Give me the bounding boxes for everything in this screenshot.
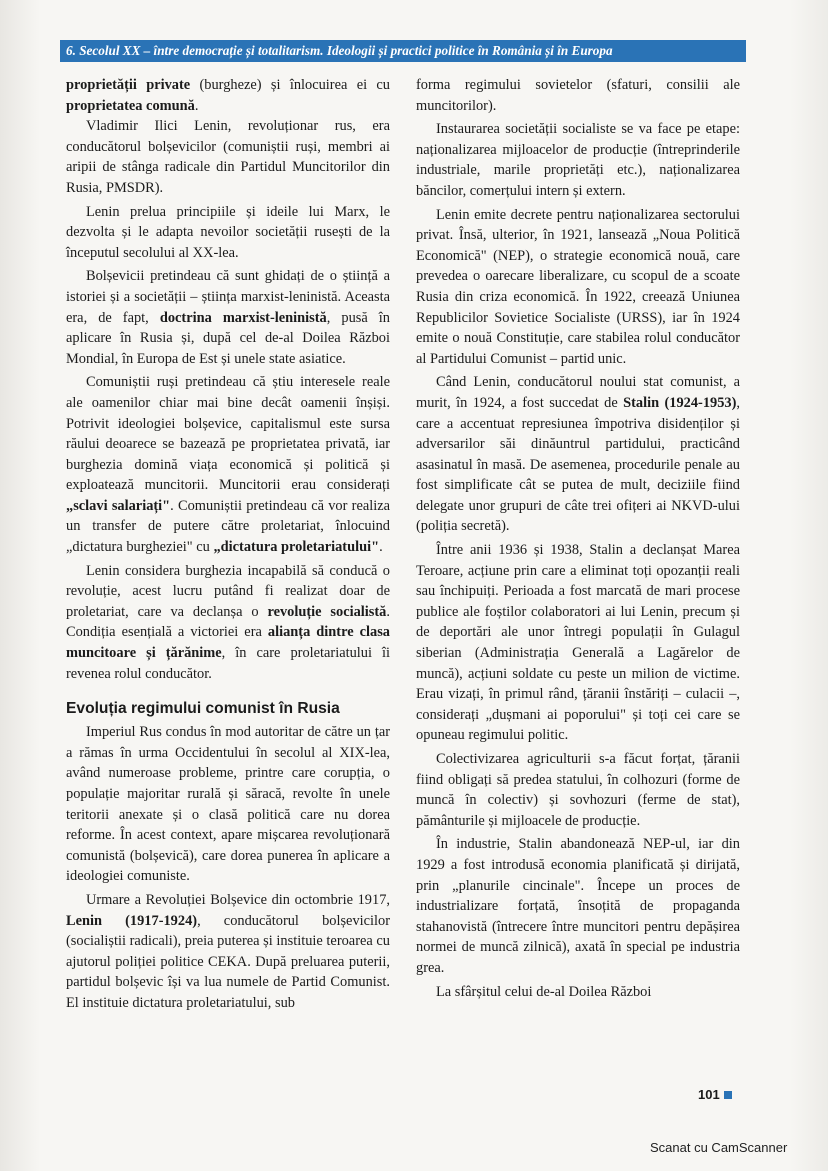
square-icon bbox=[724, 1091, 732, 1099]
scanner-watermark: Scanat cu CamScanner bbox=[650, 1140, 788, 1155]
bold-term: alianța dintre clasa muncitoare și țărănime bbox=[66, 624, 390, 662]
text: . Comuniștii pretindeau că vor realiza un transfer de putere către proletariat, înlocuind „dictatura burgheziei" cu bbox=[66, 497, 390, 556]
bold-term: „sclavi salariați" bbox=[66, 497, 171, 514]
text: . bbox=[194, 97, 199, 114]
text: , conducătorul bolșevicilor (socialiștii radicali), preia puterea și instituie teroarea cu ajutorul poliției politice CEKA. După preluarea puterii, partidul bolșevic își va lua numele de Partid Comunist. El instituie dictatura proletariatului, sub bbox=[66, 912, 391, 1011]
right-column bbox=[416, 75, 740, 1002]
paragraph bbox=[416, 372, 740, 537]
bold-term: Stalin (1924-1953) bbox=[623, 394, 737, 411]
text: Lenin considera burghezia incapabilă să conducă o revoluție, acest lucru putând fi realizat doar de proletariat, care va declanșa o bbox=[66, 562, 390, 620]
text: , în care proletariatului îi revenea rolul conducător. bbox=[66, 645, 390, 682]
paragraph bbox=[66, 372, 390, 557]
bold-term: Lenin (1917-1924) bbox=[66, 912, 198, 929]
bold-term: „dictatura proletariatului" bbox=[213, 539, 380, 556]
page-number bbox=[698, 1087, 732, 1102]
paragraph bbox=[66, 890, 390, 1014]
paragraph bbox=[66, 266, 390, 369]
page-number-text: 101 bbox=[698, 1087, 720, 1102]
left-column bbox=[66, 75, 390, 1014]
paragraph: La sfârșitul celui de-al Doilea Război bbox=[436, 983, 652, 1000]
paragraph: Între anii 1936 și 1938, Stalin a declanșat Marea Teroare, acțiune prin care a eliminat toți opozanții reali sau închipuiți. Perioada a fost marcată de mari procese publice ale foștilor colaboratori ai lui Lenin, precum și de deportări ale unor întregi populații în Gulagul siberian (Administrația Generală a Lagărelor de muncă), acțiuni soldate cu peste un milion de victime. Erau vizați, în primul rând, țăranii înstăriți – culacii –, considerați „dușmani ai poporului" și toți cei care se opuneau regimului politic. bbox=[416, 542, 740, 744]
text: . Condiția esențială a victoriei era bbox=[66, 603, 390, 641]
paragraph: Colectivizarea agriculturii s-a făcut forțat, țăranii fiind obligați să predea statului, în colhozuri (forme de muncă în colectiv) și sovhozuri (ferme de stat), pământurile și mijloacele de producție. bbox=[416, 751, 740, 829]
text: , pusă în aplicare în Rusia și, după cel de-al Doilea Război Mondial, în Europa de Est și unele state asiatice. bbox=[66, 309, 390, 367]
text: Comuniștii ruși pretindeau că știu interesele reale ale oamenilor chiar mai bine decât oamenii înșiși. Potrivit ideologiei bolșevice, capitalismul este sursa răului deoarece se bazează pe proprietatea privată, iar burghezia domină viața economică și politică și exploatează muncitorii. Muncitorii erau considerați bbox=[66, 374, 390, 494]
paragraph: Instaurarea societății socialiste se va face pe etape: naționalizarea mijloacelor de producție (întreprinderile industriale, marile proprietăți etc.), naționalizarea băncilor, comerțului intern și extern. bbox=[416, 121, 740, 199]
bold-term: revoluție socialistă bbox=[267, 603, 387, 620]
text: (burgheze) și înlocuirea ei cu bbox=[190, 77, 390, 93]
text: Bolșevicii pretindeau că sunt ghidați de o știință a istoriei și a societății – știința marxist-leninistă. Aceasta era, de fapt, bbox=[66, 268, 390, 326]
text: Urmare a Revoluției Bolșevice din octombrie 1917, bbox=[86, 891, 390, 908]
section-title: Evoluția regimului comunist în Rusia bbox=[66, 700, 340, 718]
paragraph: Vladimir Ilici Lenin, revoluționar rus, era conducătorul bolșevicilor (comuniștii ruși, membri ai aripii de stânga radicale din Partidul Muncitorilor din Rusia, PMSDR). bbox=[66, 118, 390, 196]
paragraph: Lenin prelua principiile și ideile lui Marx, le dezvolta și le adapta nevoilor societății rusești de la începutul secolului al XX-lea. bbox=[66, 203, 390, 261]
chapter-header: 6. Secolul XX – între democrație și totalitarism. Ideologii și practici politice în România și în Europa bbox=[60, 40, 746, 62]
bold-term: proprietății private bbox=[66, 77, 191, 93]
bold-term: doctrina marxist-leninistă bbox=[159, 309, 327, 326]
text: , care a accentuat represiunea împotriva disidenților și adversarilor săi dinăuntrul partidului, practicând asasinatul în masă. De asemenea, procedurile penale au fost simplificate cât se putea de mult, deciziile fiind delegate unor grupuri de câte trei ofițeri ai NKVD-ului (poliția secretă). bbox=[416, 394, 741, 535]
text: . bbox=[379, 539, 383, 556]
text: Când Lenin, conducătorul noului stat comunist, a murit, în 1924, a fost succedat de bbox=[416, 374, 740, 411]
paragraph bbox=[66, 75, 390, 116]
bold-term: proprietatea comună bbox=[66, 97, 195, 114]
paragraph: forma regimului sovietelor (sfaturi, consilii ale muncitorilor). bbox=[416, 77, 740, 114]
paragraph bbox=[66, 561, 390, 685]
paragraph: Imperiul Rus condus în mod autoritar de către un țar a rămas în urma Occidentului în secolul al XIX-lea, având numeroase probleme, printre care corupția, o populație majoritar rurală și săracă, revolte în unele teritorii anexate și o clasă politică care nu dorea reforme. În acest context, apare mișcarea revoluționară comunistă (bolșevică), care dorea punerea în aplicare a ideologiei comuniste. bbox=[66, 724, 390, 885]
paragraph: În industrie, Stalin abandonează NEP-ul, iar din 1929 a fost introdusă economia planificată și dirijată, prin „planurile cincinale". Începe un proces de industrializare forțată, însoțită de propaganda stahanovistă (întrecere între muncitori pentru depășirea normei de muncă zilnică), axată în special pe industria grea. bbox=[416, 836, 740, 976]
paragraph: Lenin emite decrete pentru naționalizarea sectorului privat. Însă, ulterior, în 1921, lansează „Noua Politică Economică" (NEP), o strategie economică nouă, care prevedea o oarecare liberalizare, cu scopul de a scoate Rusia din criza economică. În 1922, creează Uniunea Republicilor Sovietice Socialiste (URSS), iar în 1924 emite o nouă Constituție, care stabilea rolul conducător al Partidului Comunist – partid unic. bbox=[416, 206, 740, 367]
